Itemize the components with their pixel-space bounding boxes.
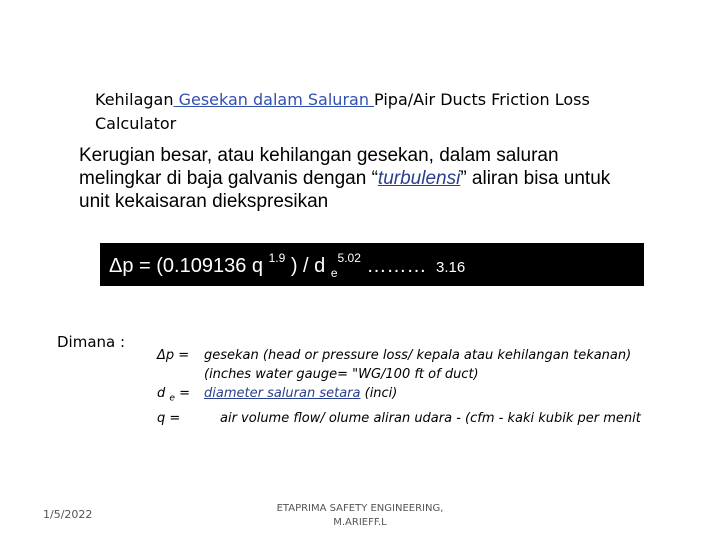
- formula-lhs: Δp = (0.109136 q: [109, 255, 269, 277]
- definition-text: (inches water gauge= "WG/100 ft of duct): [204, 367, 479, 382]
- slide-footer: [250, 502, 470, 530]
- symbol-d: d: [157, 386, 170, 401]
- definition-text: air volume flow/ olume aliran udara - (cfm - kaki kubik per menit: [220, 410, 641, 426]
- formula-exponent-d: 5.02: [337, 251, 361, 266]
- footer-line-2: M.ARIEFF.L: [333, 517, 387, 528]
- formula-dots: ………: [360, 255, 433, 277]
- title-hyperlink[interactable]: Gesekan dalam Saluran: [173, 90, 375, 109]
- footer-line-1: ETAPRIMA SAFETY ENGINEERING,: [276, 503, 444, 514]
- slide-date: 1/5/2022: [43, 508, 93, 521]
- symbol-subscript-e: e: [169, 393, 175, 404]
- formula-middle: ) / d: [285, 255, 331, 277]
- definitions-list: [157, 346, 641, 428]
- title-text-start: Kehilagan: [95, 90, 174, 109]
- definition-hyperlink[interactable]: diameter saluran setara: [204, 386, 361, 401]
- definition-text-group: [204, 384, 397, 409]
- slide-title: [95, 88, 655, 136]
- dimana-label: Dimana :: [57, 333, 126, 351]
- intro-paragraph: [79, 144, 639, 213]
- definition-text-suffix: (inci): [360, 386, 398, 401]
- definition-symbol: [157, 384, 204, 409]
- definition-row-continuation: [157, 365, 641, 384]
- definition-row-q: [157, 409, 641, 428]
- symbol-equals: =: [174, 386, 190, 401]
- definition-symbol: q =: [157, 410, 181, 426]
- intro-underlined-term: turbulensi: [377, 168, 461, 189]
- definition-row-delta-p: [157, 346, 641, 365]
- formula-box: [100, 243, 644, 286]
- intro-text-end: ” aliran bisa untuk unit kekaisaran diekspresikan: [79, 168, 611, 212]
- title-text-end: Pipa/Air Ducts Friction Loss Calculator: [95, 90, 590, 133]
- definition-symbol: Δp =: [157, 348, 190, 363]
- definition-text: gesekan (head or pressure loss/ kepala atau kehilangan tekanan): [204, 348, 632, 363]
- equation-number: 3.16: [436, 259, 466, 276]
- definition-symbol: [157, 365, 204, 384]
- definition-row-de: [157, 384, 641, 409]
- formula-subscript-e: e: [330, 266, 338, 280]
- intro-text-start: Kerugian besar, atau kehilangan gesekan, dalam saluran melingkar di baja galvanis dengan “: [79, 145, 559, 189]
- formula-exponent-q: 1.9: [268, 251, 286, 266]
